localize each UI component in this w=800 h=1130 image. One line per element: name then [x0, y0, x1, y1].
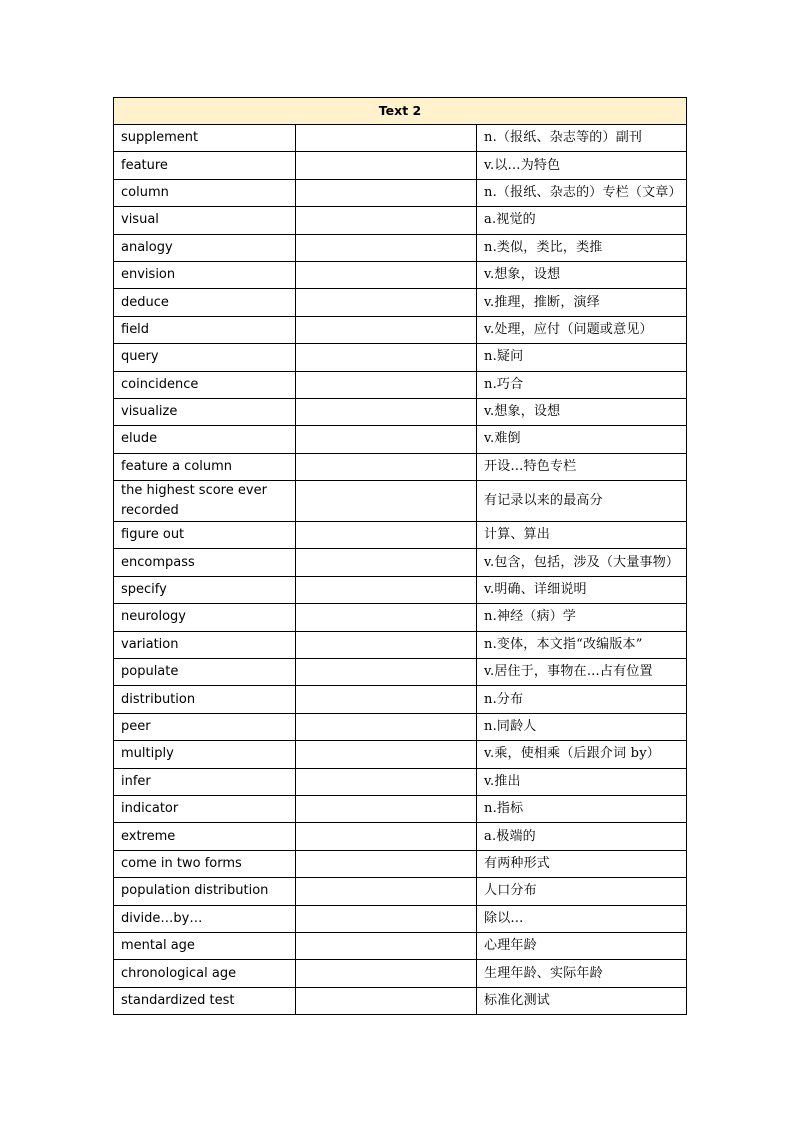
term-cell: population distribution	[114, 878, 296, 905]
term-cell: indicator	[114, 795, 296, 822]
meaning-cell: n.巧合	[477, 371, 687, 398]
blank-cell	[296, 960, 477, 987]
term-cell: figure out	[114, 522, 296, 549]
meaning-cell: v.难倒	[477, 426, 687, 453]
vocabulary-rows	[114, 125, 687, 1015]
term-cell: specify	[114, 576, 296, 603]
table-row	[114, 398, 687, 425]
meaning-cell: n.神经（病）学	[477, 604, 687, 631]
term-cell: divide…by…	[114, 905, 296, 932]
table-row	[114, 522, 687, 549]
term-cell: extreme	[114, 823, 296, 850]
meaning-cell: 心理年龄	[477, 932, 687, 959]
blank-cell	[296, 522, 477, 549]
blank-cell	[296, 932, 477, 959]
meaning-cell: n.（报纸、杂志等的）副刊	[477, 125, 687, 152]
blank-cell	[296, 125, 477, 152]
blank-cell	[296, 179, 477, 206]
term-cell: coincidence	[114, 371, 296, 398]
meaning-cell: v.想象，设想	[477, 398, 687, 425]
meaning-cell: n.指标	[477, 795, 687, 822]
term-cell: distribution	[114, 686, 296, 713]
term-cell: visual	[114, 207, 296, 234]
term-cell: envision	[114, 261, 296, 288]
blank-cell	[296, 604, 477, 631]
term-cell: the highest score ever recorded	[114, 481, 296, 522]
blank-cell	[296, 207, 477, 234]
blank-cell	[296, 261, 477, 288]
meaning-cell: 标准化测试	[477, 987, 687, 1014]
term-cell: query	[114, 344, 296, 371]
table-row	[114, 576, 687, 603]
blank-cell	[296, 659, 477, 686]
term-cell: supplement	[114, 125, 296, 152]
table-row	[114, 179, 687, 206]
meaning-cell: v.以…为特色	[477, 152, 687, 179]
term-cell: populate	[114, 659, 296, 686]
term-cell: chronological age	[114, 960, 296, 987]
table-row	[114, 125, 687, 152]
table-row	[114, 426, 687, 453]
meaning-cell: n.（报纸、杂志的）专栏（文章）	[477, 179, 687, 206]
meaning-cell: v.处理，应付（问题或意见）	[477, 316, 687, 343]
blank-cell	[296, 289, 477, 316]
blank-cell	[296, 481, 477, 522]
meaning-cell: 开设…特色专栏	[477, 453, 687, 480]
term-cell: multiply	[114, 741, 296, 768]
term-cell: field	[114, 316, 296, 343]
blank-cell	[296, 426, 477, 453]
table-row	[114, 453, 687, 480]
meaning-cell: n.同龄人	[477, 713, 687, 740]
meaning-cell: 人口分布	[477, 878, 687, 905]
meaning-cell: 有记录以来的最高分	[477, 481, 687, 522]
table-row	[114, 549, 687, 576]
table-row	[114, 768, 687, 795]
blank-cell	[296, 686, 477, 713]
table-row	[114, 631, 687, 658]
meaning-cell: v.想象，设想	[477, 261, 687, 288]
blank-cell	[296, 234, 477, 261]
term-cell: visualize	[114, 398, 296, 425]
term-cell: peer	[114, 713, 296, 740]
blank-cell	[296, 576, 477, 603]
table-row	[114, 207, 687, 234]
meaning-cell: a.极端的	[477, 823, 687, 850]
meaning-cell: 生理年龄、实际年龄	[477, 960, 687, 987]
table-row	[114, 316, 687, 343]
term-cell: encompass	[114, 549, 296, 576]
table-row	[114, 261, 687, 288]
table-row	[114, 795, 687, 822]
table-row	[114, 960, 687, 987]
meaning-cell: n.疑问	[477, 344, 687, 371]
table-row	[114, 713, 687, 740]
term-cell: neurology	[114, 604, 296, 631]
term-cell: column	[114, 179, 296, 206]
term-cell: infer	[114, 768, 296, 795]
table-row	[114, 289, 687, 316]
meaning-cell: v.明确、详细说明	[477, 576, 687, 603]
meaning-cell: v.乘，使相乘（后跟介词 by）	[477, 741, 687, 768]
blank-cell	[296, 316, 477, 343]
table-row	[114, 850, 687, 877]
blank-cell	[296, 768, 477, 795]
meaning-cell: a.视觉的	[477, 207, 687, 234]
blank-cell	[296, 549, 477, 576]
term-cell: deduce	[114, 289, 296, 316]
table-header-row	[114, 98, 687, 125]
term-cell: variation	[114, 631, 296, 658]
meaning-cell: 有两种形式	[477, 850, 687, 877]
blank-cell	[296, 795, 477, 822]
blank-cell	[296, 631, 477, 658]
table-row	[114, 741, 687, 768]
table-row	[114, 905, 687, 932]
table-row	[114, 152, 687, 179]
blank-cell	[296, 905, 477, 932]
blank-cell	[296, 878, 477, 905]
table-row	[114, 481, 687, 522]
table-row	[114, 604, 687, 631]
blank-cell	[296, 850, 477, 877]
meaning-cell: v.推出	[477, 768, 687, 795]
blank-cell	[296, 344, 477, 371]
meaning-cell: n.类似，类比，类推	[477, 234, 687, 261]
vocabulary-table	[113, 97, 687, 1015]
blank-cell	[296, 823, 477, 850]
document-page	[113, 97, 686, 1015]
table-row	[114, 371, 687, 398]
table-row	[114, 686, 687, 713]
term-cell: feature a column	[114, 453, 296, 480]
table-title: Text 2	[114, 98, 687, 125]
table-row	[114, 823, 687, 850]
term-cell: come in two forms	[114, 850, 296, 877]
meaning-cell: v.居住于，事物在…占有位置	[477, 659, 687, 686]
meaning-cell: 除以…	[477, 905, 687, 932]
blank-cell	[296, 371, 477, 398]
meaning-cell: n.分布	[477, 686, 687, 713]
meaning-cell: v.包含，包括，涉及（大量事物）	[477, 549, 687, 576]
blank-cell	[296, 987, 477, 1014]
term-cell: analogy	[114, 234, 296, 261]
term-cell: mental age	[114, 932, 296, 959]
table-row	[114, 344, 687, 371]
blank-cell	[296, 713, 477, 740]
table-row	[114, 878, 687, 905]
table-row	[114, 659, 687, 686]
meaning-cell: n.变体，本文指“改编版本”	[477, 631, 687, 658]
blank-cell	[296, 741, 477, 768]
term-cell: standardized test	[114, 987, 296, 1014]
table-row	[114, 932, 687, 959]
term-cell: feature	[114, 152, 296, 179]
blank-cell	[296, 398, 477, 425]
table-row	[114, 234, 687, 261]
blank-cell	[296, 152, 477, 179]
meaning-cell: 计算、算出	[477, 522, 687, 549]
meaning-cell: v.推理，推断，演绎	[477, 289, 687, 316]
table-row	[114, 987, 687, 1014]
term-cell: elude	[114, 426, 296, 453]
blank-cell	[296, 453, 477, 480]
